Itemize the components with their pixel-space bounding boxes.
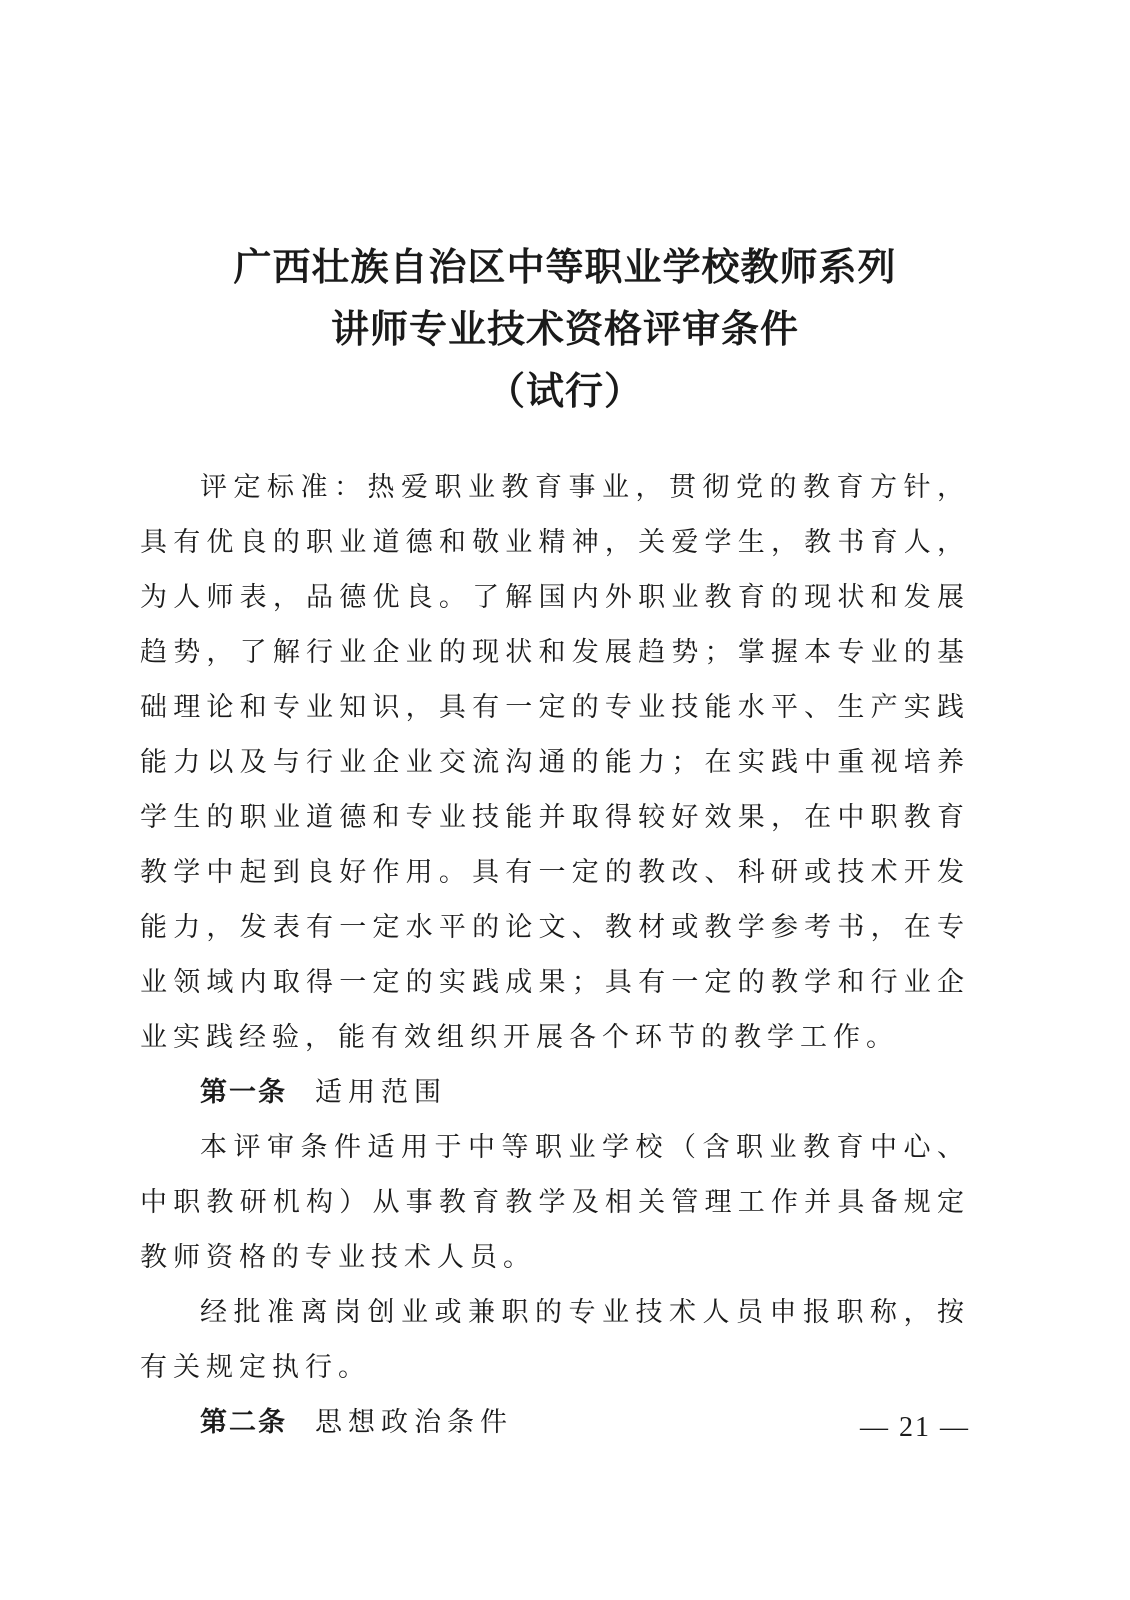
- article-1-name: 适用范围: [315, 1077, 447, 1108]
- article-1-heading: [140, 1065, 970, 1120]
- article-1-paragraph-1: 本评审条件适用于中等职业学校（含职业教育中心、中职教研机构）从事教育教学及相关管理工作并具备规定教师资格的专业技术人员。: [140, 1132, 970, 1273]
- article-2-number: 第二条: [200, 1407, 287, 1438]
- title-line-2: 讲师专业技术资格评审条件: [330, 307, 799, 351]
- page-number: — 21 —: [860, 1412, 970, 1443]
- article-2-name: 思想政治条件: [315, 1407, 513, 1438]
- title-line-1: 广西壮族自治区中等职业学校教师系列: [233, 245, 897, 289]
- article-1-paragraph-2: 经批准离岗创业或兼职的专业技术人员申报职称，按有关规定执行。: [140, 1297, 970, 1383]
- standard-paragraph: 评定标准：热爱职业教育事业，贯彻党的教育方针，具有优良的职业道德和敬业精神，关爱学生，教书育人，为人师表，品德优良。了解国内外职业教育的现状和发展趋势，了解行业企业的现状和发展趋势；掌握本专业的基础理论和专业知识，具有一定的专业技能水平、生产实践能力以及与行业企业交流沟通的能力；在实践中重视培养学生的职业道德和专业技能并取得较好效果，在中职教育教学中起到良好作用。具有一定的教改、科研或技术开发能力，发表有一定水平的论文、教材或教学参考书，在专业领域内取得一定的实践成果；具有一定的教学和行业企业实践经验，能有效组织开展各个环节的教学工作。: [140, 472, 970, 1053]
- title-line-3: （试行）: [486, 369, 643, 413]
- article-1-number: 第一条: [200, 1077, 287, 1108]
- document-title: [0, 236, 1130, 422]
- article-2-heading: [140, 1395, 970, 1450]
- document-body: [140, 460, 970, 1450]
